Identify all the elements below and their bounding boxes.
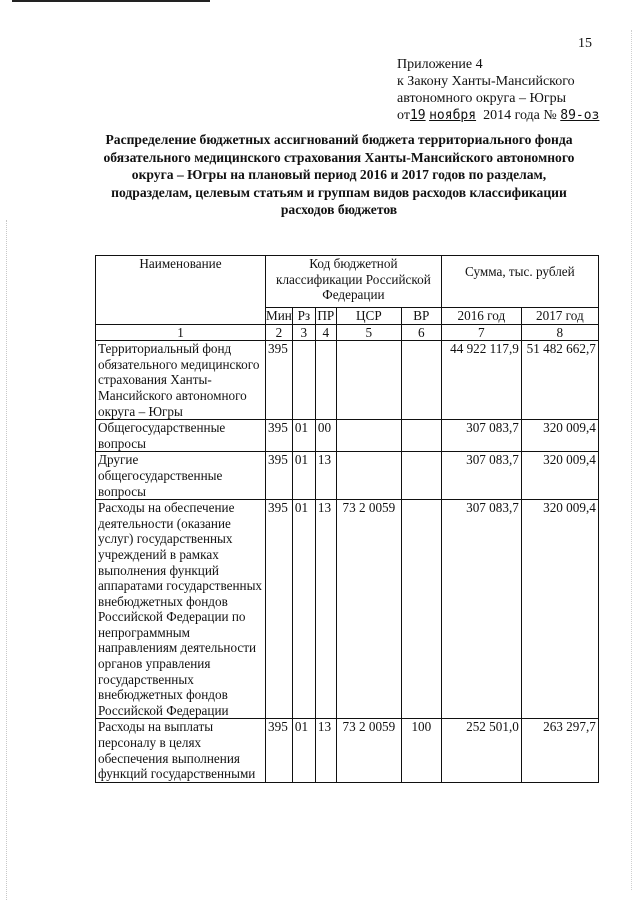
row-rz: 01: [292, 719, 315, 782]
row-name: Другие общегосударственные вопросы: [96, 452, 266, 500]
col-number: 4: [315, 324, 336, 341]
row-rz: 01: [292, 452, 315, 500]
row-name: Территориальный фонд обязательного медицинского страхования Ханты-Мансийского автономного округа – Югры: [96, 341, 266, 420]
header-min: Мин: [266, 308, 292, 323]
law-number: 89-оз: [560, 108, 600, 123]
row-min: 395: [266, 420, 293, 452]
row-2017: 51 482 662,7: [521, 341, 598, 420]
scan-edge: [6, 220, 7, 900]
row-2017: 320 009,4: [521, 420, 598, 452]
row-2016: 44 922 117,9: [441, 341, 521, 420]
row-name: Общегосударственные вопросы: [96, 420, 266, 452]
col-number: 1: [96, 324, 266, 341]
top-rule: [12, 0, 210, 2]
row-vr: [401, 452, 441, 500]
page-number: 15: [578, 36, 592, 51]
row-csr: [336, 420, 401, 452]
row-pr: 13: [315, 500, 336, 719]
col-number: 2: [266, 324, 293, 341]
date-day: 19: [409, 108, 426, 123]
col-number: 8: [521, 324, 598, 341]
col-number: 5: [336, 324, 401, 341]
row-vr: 100: [401, 719, 441, 782]
row-min: 395: [266, 500, 293, 719]
appendix-line: автономного округа – Югры: [397, 91, 566, 106]
row-csr: [336, 341, 401, 420]
col-number: 6: [401, 324, 441, 341]
row-csr: 73 2 0059: [336, 719, 401, 782]
row-2016: 307 083,7: [441, 420, 521, 452]
header-rz: Рз: [292, 308, 315, 325]
scan-edge-right: [631, 30, 632, 890]
header-sum-group: Сумма, тыс. рублей: [441, 256, 598, 308]
budget-table: [95, 255, 599, 783]
table-row: [96, 719, 599, 782]
row-rz: 01: [292, 500, 315, 719]
row-min: 395: [266, 341, 293, 420]
header-csr: ЦСР: [336, 308, 401, 325]
appendix-date-line: [397, 107, 599, 124]
row-2016: 307 083,7: [441, 452, 521, 500]
row-csr: 73 2 0059: [336, 500, 401, 719]
appendix-line: Приложение 4: [397, 57, 483, 72]
header-pr: ПР: [315, 308, 336, 325]
date-month: ноября: [429, 108, 477, 123]
row-vr: [401, 420, 441, 452]
row-vr: [401, 341, 441, 420]
row-min: 395: [266, 719, 293, 782]
table-row: [96, 500, 599, 719]
row-pr: 13: [315, 719, 336, 782]
row-name: Расходы на выплаты персоналу в целях обеспечения выполнения функций государственными: [96, 719, 266, 782]
header-2017: 2017 год: [521, 308, 598, 325]
row-pr: 13: [315, 452, 336, 500]
row-2017: 263 297,7: [521, 719, 598, 782]
row-rz: 01: [292, 420, 315, 452]
row-pr: [315, 341, 336, 420]
row-2017: 320 009,4: [521, 500, 598, 719]
row-2016: 252 501,0: [441, 719, 521, 782]
row-min: 395: [266, 452, 293, 500]
date-year: 2014 года №: [483, 108, 557, 123]
header-vr: ВР: [401, 308, 441, 325]
table-row: [96, 341, 599, 420]
row-csr: [336, 452, 401, 500]
header-2016: 2016 год: [441, 308, 521, 325]
row-2016: 307 083,7: [441, 500, 521, 719]
row-vr: [401, 500, 441, 719]
table-row: [96, 420, 599, 452]
col-number: 3: [292, 324, 315, 341]
col-number: 7: [441, 324, 521, 341]
appendix-block: [397, 56, 599, 124]
document-title: Распределение бюджетных ассигнований бюджета территориального фонда обязательного медицинского страхования Ханты-Мансийского автономного округа – Югры на плановый период 2016 и 2017 годов по разделам, подразделам, целевым статьям и группам видов расходов классификации расходов бюджетов: [103, 132, 575, 217]
row-2017: 320 009,4: [521, 452, 598, 500]
date-prefix: от: [397, 108, 410, 123]
header-code-group: Код бюджетной классификации Российской Федерации: [266, 256, 442, 308]
row-pr: 00: [315, 420, 336, 452]
row-name: Расходы на обеспечение деятельности (оказание услуг) государственных учреждений в рамках выполнения функций аппаратами государственных внебюджетных фондов Российской Федерации по непрограммным направлениям деятельности органов управления государственных внебюджетных фондов Российской Федерации: [96, 500, 266, 719]
table-row: [96, 452, 599, 500]
appendix-line: к Закону Ханты-Мансийского: [397, 74, 575, 89]
row-rz: [292, 341, 315, 420]
header-name: Наименование: [96, 256, 266, 325]
